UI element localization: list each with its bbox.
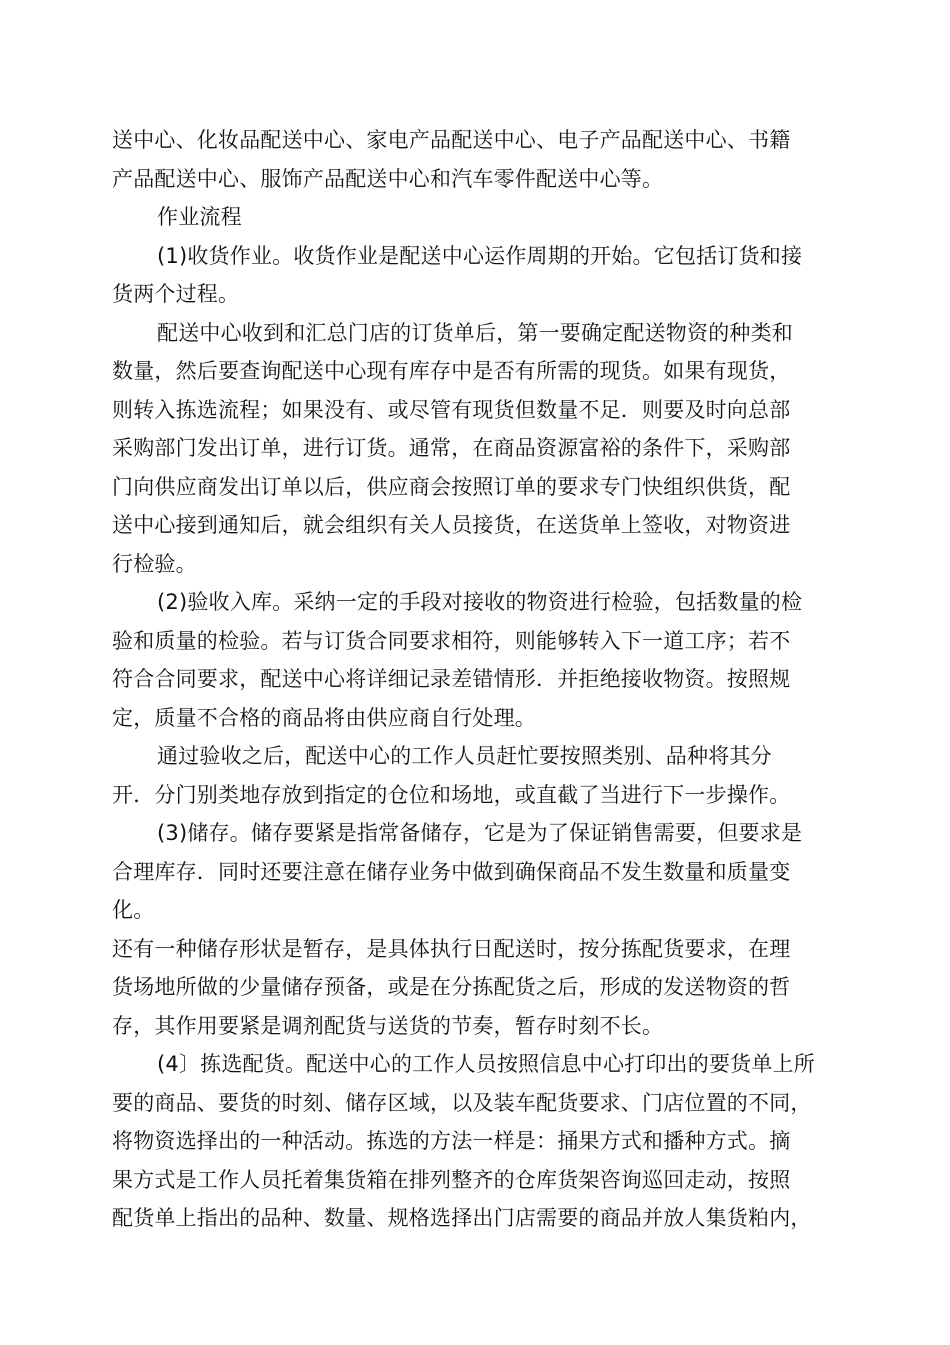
text-line: (1)收货作业。收货作业是配送中心运作周期的开始。它包括订货和接 — [157, 244, 803, 268]
text-line: 产品配送中心、服饰产品配送中心和汽车零件配送中心等。 — [112, 167, 664, 191]
text-line: 门向供应商发出订单以后，供应商会按照订单的要求专门快组织供货，配 — [112, 475, 791, 499]
text-line: 货两个过程。 — [112, 282, 240, 306]
text-line: 采购部门发出订单，进行订货。通常，在商品资源富裕的条件下，采购部 — [112, 436, 791, 460]
text-line: 送中心、化妆品配送中心、家电产品配送中心、电子产品配送中心、书籍 — [112, 128, 791, 152]
text-line: 行检验。 — [112, 552, 197, 576]
text-line: 验和质量的检验。若与订货合同要求相符，则能够转入下一道工序；若不 — [112, 629, 791, 653]
text-line: 合理库存．同时还要注意在储存业务中做到确保商品不发生数量和质量变 — [112, 860, 791, 884]
text-line: 通过验收之后，配送中心的工作人员赶忙要按照类别、品种将其分 — [157, 744, 772, 768]
text-line: 开．分门别类地存放到指定的仓位和场地，或直截了当进行下一步操作。 — [112, 783, 791, 807]
text-line: 数量，然后要查询配送中心现有库存中是否有所需的现货。如果有现货， — [112, 359, 791, 383]
text-line: (2)验收入库。采纳一定的手段对接收的物资进行检验，包括数量的检 — [157, 590, 803, 614]
text-line: 要的商品、要货的时刻、储存区域，以及装车配货要求、门店位置的不同， — [112, 1091, 812, 1115]
text-line: 果方式是工作人员托着集货箱在排列整齐的仓库货架咨询巡回走动，按照 — [112, 1168, 791, 1192]
text-line: 定，质量不合格的商品将由供应商自行处理。 — [112, 706, 536, 730]
text-line: 符合合同要求，配送中心将详细记录差错情形．并拒绝接收物资。按照规 — [112, 667, 791, 691]
section-heading: 作业流程 — [157, 205, 242, 229]
text-line: 还有一种储存形状是暂存，是具体执行日配送时，按分拣配货要求，在理 — [112, 937, 791, 961]
text-line: 将物资选择出的一种活动。拣选的方法一样是：捅果方式和播种方式。摘 — [112, 1129, 791, 1153]
text-line: 配货单上指出的品种、数量、规格选择出门店需要的商品并放人集货粕内， — [112, 1206, 812, 1230]
text-line: 存，其作用要紧是调剂配货与送货的节奏，暂存时刻不长。 — [112, 1014, 664, 1038]
text-line: 则转入拣选流程；如果没有、或尽管有现货但数量不足．则要及时向总部 — [112, 398, 791, 422]
text-line: 送中心接到通知后，就会组织有关人员接货，在送货单上签收，对物资进 — [112, 513, 791, 537]
text-line: 货场地所做的少量储存预备，或是在分拣配货之后，形成的发送物资的哲 — [112, 975, 791, 999]
text-line: 化。 — [112, 898, 155, 922]
text-line: 配送中心收到和汇总门店的订货单后，第一要确定配送物资的种类和 — [157, 321, 793, 345]
text-line: (3)储存。储存要紧是指常备储存，它是为了保证销售需要，但要求是 — [157, 821, 803, 845]
text-line: (4〕拣选配货。配送中心的工作人员按照信息中心打印出的要货单上所 — [157, 1052, 815, 1076]
